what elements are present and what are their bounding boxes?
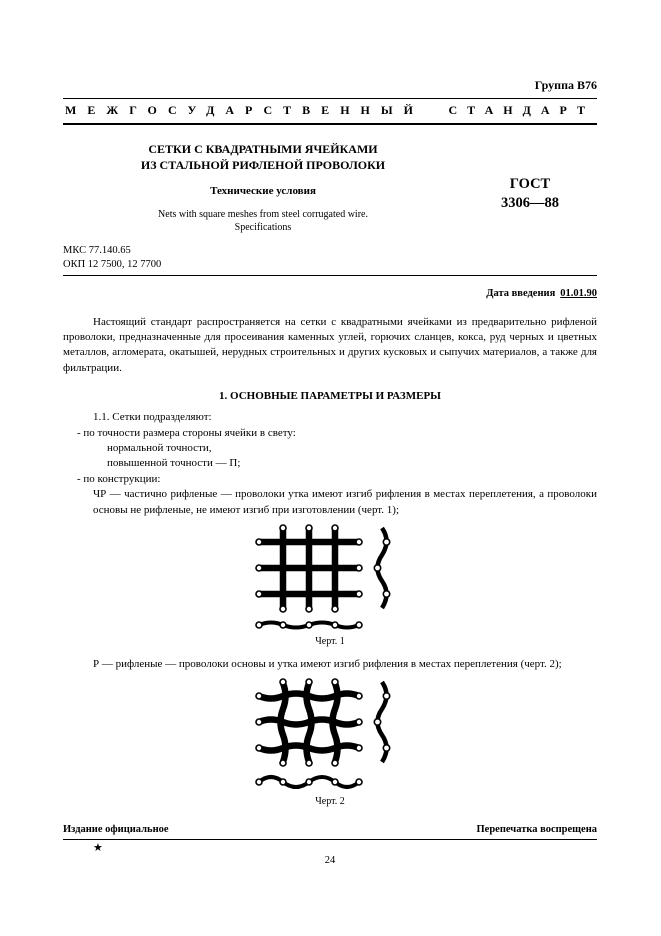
okp-code: ОКП 12 7500, 12 7700 <box>63 258 162 270</box>
document-title-line2: ИЗ СТАЛЬНОЙ РИФЛЕНОЙ ПРОВОЛОКИ <box>140 158 386 173</box>
figure-1-drawing <box>255 522 405 634</box>
figure-2 <box>63 676 597 807</box>
document-title-line1: СЕТКИ С КВАДРАТНЫМИ ЯЧЕЙКАМИ <box>148 142 378 156</box>
gost-designation <box>463 141 597 234</box>
type-chr-description: ЧР — частично рифленые — проволоки утка имеют изгиб рифления в местах переплетения, а проволоки основы не рифленые, не имеют изгиб при изготовлении (черт. 1); <box>93 488 597 516</box>
english-title-line1: Nets with square meshes from steel corrugated wire. <box>158 209 368 221</box>
english-title <box>63 209 463 234</box>
mks-code: МКС 77.140.65 <box>63 245 131 257</box>
title-block <box>63 141 597 234</box>
document-subtitle: Технические условия <box>210 185 316 198</box>
effective-date-value: 01.01.90 <box>560 287 597 299</box>
warp-side-view <box>256 622 362 628</box>
figure-1 <box>63 522 597 647</box>
weft-side-view <box>374 528 389 608</box>
standard-type-word2: СТАНДАРТ <box>448 103 595 117</box>
footer-row <box>63 824 597 840</box>
mesh-front-view <box>256 525 362 612</box>
official-edition-label: Издание официальное <box>63 824 169 835</box>
standard-category-header <box>63 98 597 125</box>
gost-number: 3306—88 <box>501 194 559 211</box>
reprint-prohibited-label: Перепечатка воспрещена <box>476 824 597 835</box>
figure-2-caption: Черт. 2 <box>315 796 345 808</box>
classification-by-design: - по конструкции: <box>77 472 161 485</box>
clause-1-1: 1.1. Сетки подразделяют: <box>93 411 212 424</box>
classification-codes <box>63 244 597 270</box>
scope-paragraph: Настоящий стандарт распространяется на сетки с квадратными ячейками из предварительно рифленой проволоки, предназначенные для просеивания каменных углей, горючих сланцев, кокса, руд черных и цветных металлов, агломерата, окатышей, нерудных строительных и других кусковых и сыпучих материалов, а также для фильтрации. <box>63 315 597 374</box>
star-icon: ★ <box>93 842 103 854</box>
page-content <box>63 0 597 807</box>
page-footer <box>63 824 597 866</box>
effective-date <box>63 288 597 299</box>
warp-side-view <box>256 777 362 787</box>
section-1-heading: 1. ОСНОВНЫЕ ПАРАМЕТРЫ И РАЗМЕРЫ <box>219 390 441 403</box>
title-column <box>63 141 463 234</box>
page-number: 24 <box>324 855 336 867</box>
effective-date-label: Дата введения <box>486 287 556 299</box>
group-label: Группа В76 <box>534 78 597 92</box>
type-r-description: Р — рифленые — проволоки основы и утка имеют изгиб рифления в местах переплетения (черт. 2); <box>93 657 562 670</box>
figure-1-caption: Черт. 1 <box>315 635 345 647</box>
accuracy-normal-item: нормальной точности, <box>107 441 212 454</box>
accuracy-high-item: повышенной точности — П; <box>107 457 241 470</box>
figure-2-drawing <box>255 676 405 794</box>
classification-by-accuracy: - по точности размера стороны ячейки в свету: <box>77 426 296 439</box>
weft-side-view <box>374 682 389 762</box>
mesh-front-view <box>256 679 362 766</box>
separator-rule <box>63 275 597 276</box>
gost-label: ГОСТ <box>509 176 551 192</box>
english-title-line2: Specifications <box>234 221 292 233</box>
standard-type-word1: МЕЖГОСУДАРСТВЕННЫЙ <box>65 103 424 117</box>
